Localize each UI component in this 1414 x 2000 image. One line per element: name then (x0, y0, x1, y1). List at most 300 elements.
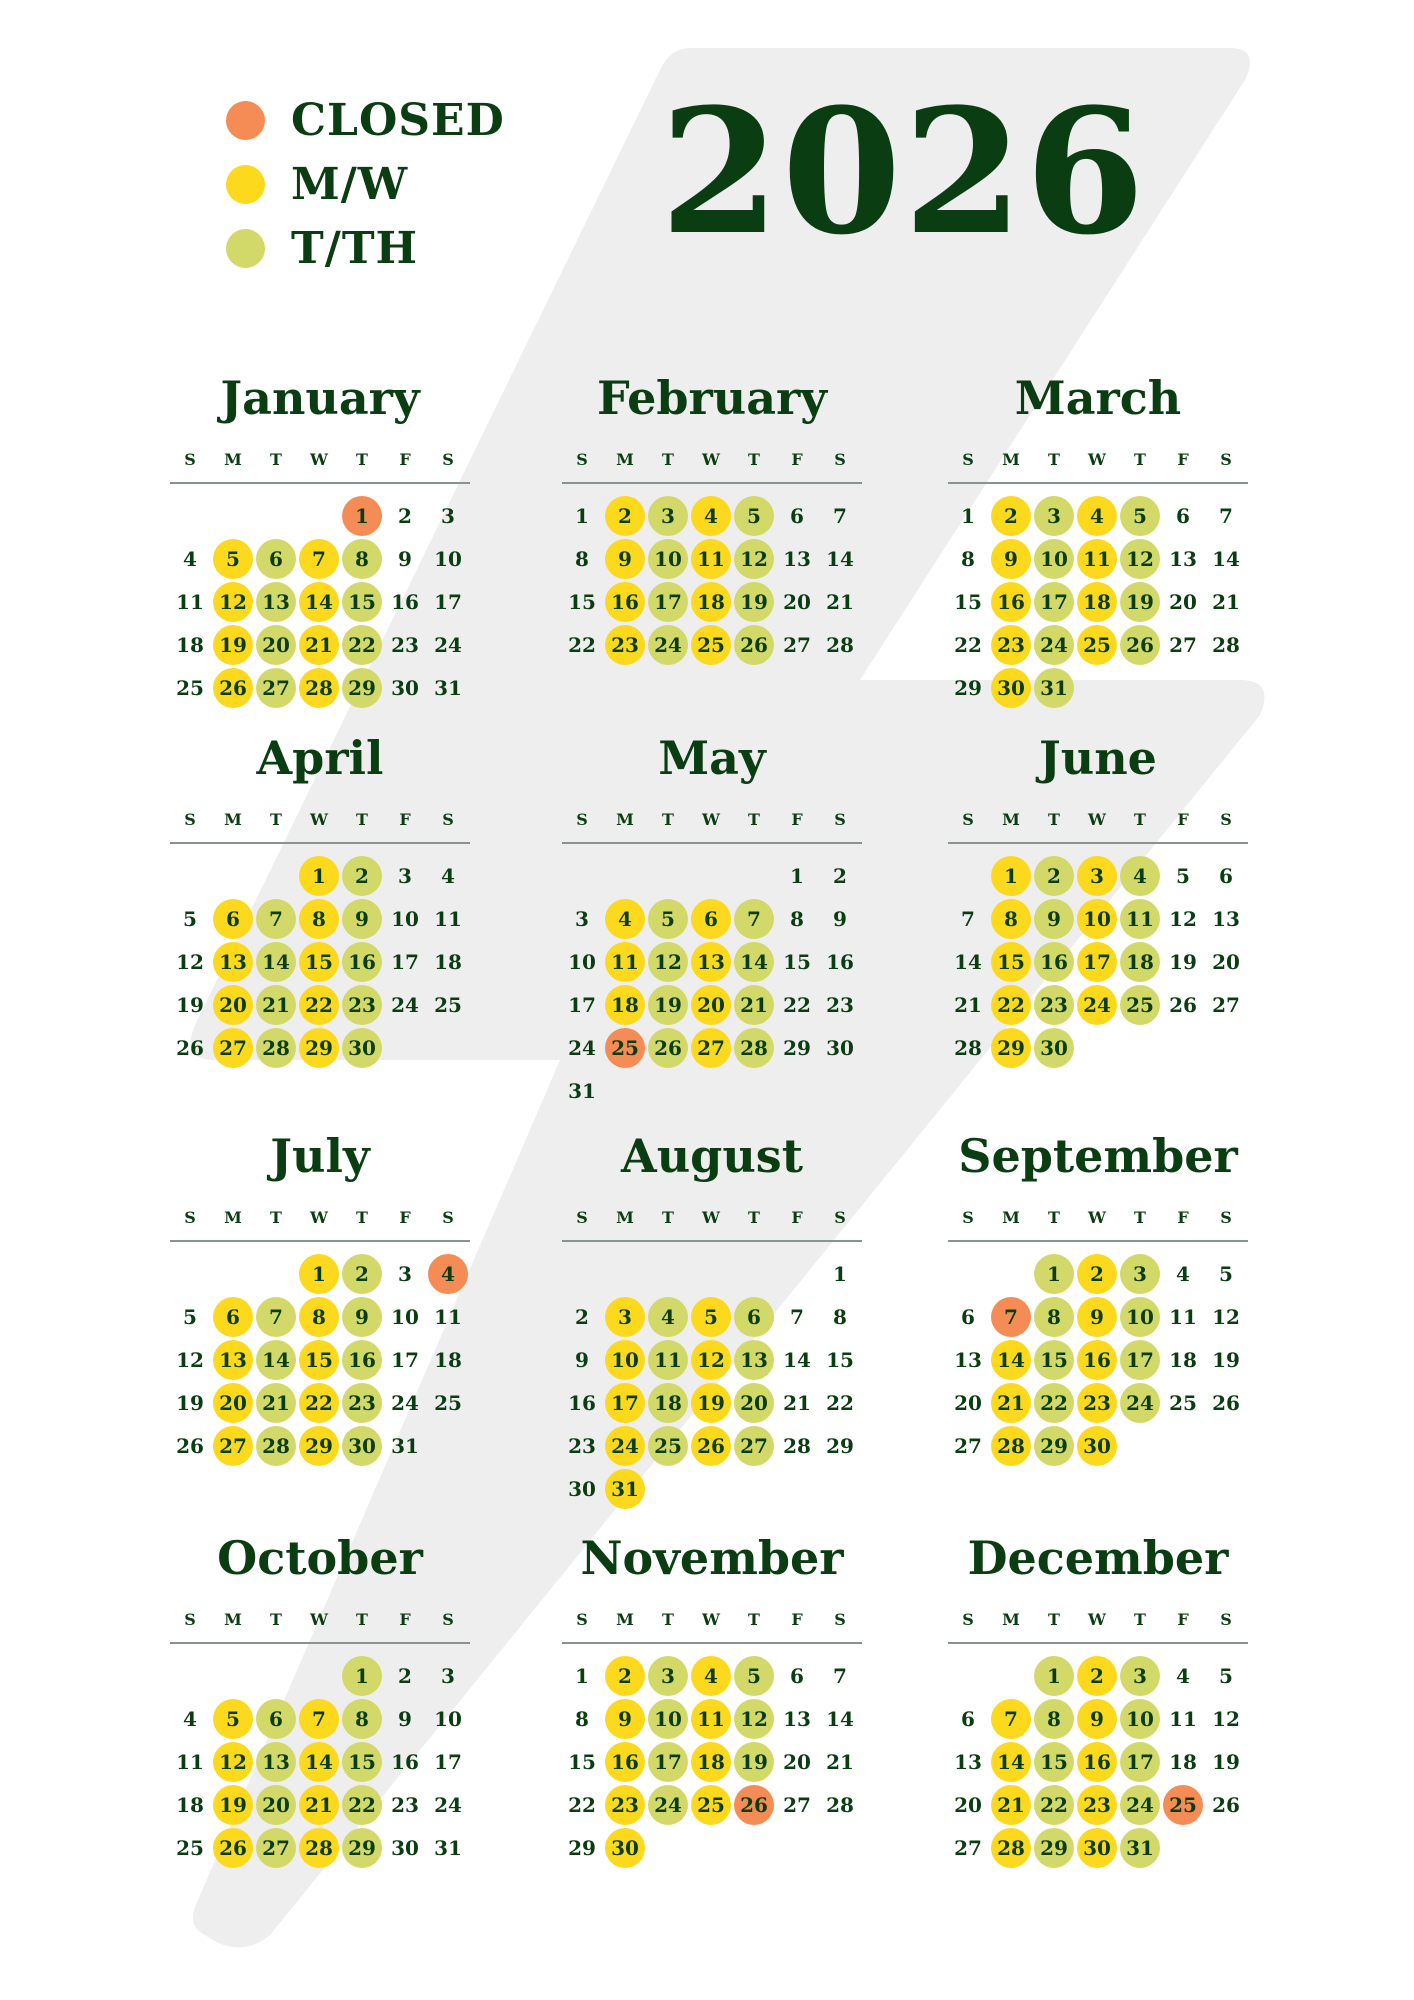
day-cell: 18 (691, 1742, 731, 1782)
weekday-header-row (948, 1602, 1248, 1644)
day-cell: 4 (691, 496, 731, 536)
day-cell: 14 (299, 1742, 339, 1782)
day-cell: 17 (434, 1750, 462, 1774)
day-cell: 26 (1212, 1793, 1240, 1817)
day-cell: 15 (954, 590, 982, 614)
day-cell: 29 (783, 1036, 811, 1060)
weekday-header: T (270, 1610, 282, 1629)
weekday-header-row (562, 802, 862, 844)
weekday-header: F (1177, 1610, 1189, 1629)
weekday-header: S (962, 450, 974, 469)
day-cell: 18 (648, 1383, 688, 1423)
day-cell: 26 (213, 1828, 253, 1868)
day-cell: 18 (176, 633, 204, 657)
day-cell: 13 (256, 582, 296, 622)
day-cell: 13 (213, 1340, 253, 1380)
weekday-header: S (442, 810, 454, 829)
day-cell: 12 (176, 950, 204, 974)
day-cell: 18 (1120, 942, 1160, 982)
weekday-header: S (184, 450, 196, 469)
day-cell: 3 (398, 1262, 412, 1286)
day-cell: 17 (391, 950, 419, 974)
day-cell: 8 (342, 539, 382, 579)
day-cell: 2 (575, 1305, 589, 1329)
month-october (170, 1530, 470, 1894)
day-cell: 29 (568, 1836, 596, 1860)
day-cell: 26 (176, 1036, 204, 1060)
day-cell: 11 (648, 1340, 688, 1380)
day-cell: 14 (991, 1340, 1031, 1380)
day-cell: 14 (256, 1340, 296, 1380)
day-cell: 8 (833, 1305, 847, 1329)
day-cell: 10 (568, 950, 596, 974)
day-cell: 9 (342, 1297, 382, 1337)
month-title: February (596, 371, 828, 425)
weekday-header: T (1048, 450, 1060, 469)
weekday-header: T (1134, 810, 1146, 829)
weekday-header: F (791, 810, 803, 829)
day-cell: 20 (1169, 590, 1197, 614)
day-cell: 14 (1212, 547, 1240, 571)
day-cell: 15 (1034, 1742, 1074, 1782)
day-cell: 19 (648, 985, 688, 1025)
weekday-header: S (962, 1610, 974, 1629)
weekday-header: T (662, 1610, 674, 1629)
day-cell: 30 (568, 1477, 596, 1501)
weekday-header: T (1134, 1610, 1146, 1629)
day-cell: 24 (1120, 1383, 1160, 1423)
day-cell: 9 (398, 1707, 412, 1731)
weekday-header: S (962, 810, 974, 829)
day-cell: 27 (213, 1426, 253, 1466)
weekday-header: M (224, 450, 242, 469)
day-cell: 20 (1212, 950, 1240, 974)
day-cell: 28 (1212, 633, 1240, 657)
day-cell: 12 (1169, 907, 1197, 931)
days-grid (562, 1644, 862, 1894)
weekday-header: F (399, 450, 411, 469)
day-cell: 6 (691, 899, 731, 939)
day-cell: 31 (605, 1469, 645, 1509)
weekday-header: F (1177, 1208, 1189, 1227)
day-cell: 22 (954, 633, 982, 657)
day-cell: 28 (991, 1828, 1031, 1868)
day-cell: 2 (991, 496, 1031, 536)
day-cell: 4 (183, 547, 197, 571)
day-cell: 11 (176, 590, 204, 614)
day-cell: 6 (961, 1707, 975, 1731)
day-cell: 10 (391, 907, 419, 931)
day-cell: 10 (605, 1340, 645, 1380)
legend-closed-label: CLOSED (291, 94, 505, 146)
day-cell: 5 (1219, 1664, 1233, 1688)
weekday-header: W (310, 1610, 328, 1629)
day-cell: 12 (213, 1742, 253, 1782)
day-cell: 6 (256, 539, 296, 579)
day-cell: 17 (1120, 1340, 1160, 1380)
day-cell: 3 (441, 504, 455, 528)
day-cell: 11 (176, 1750, 204, 1774)
days-grid (170, 1644, 470, 1894)
day-cell: 12 (691, 1340, 731, 1380)
days-grid (170, 1242, 470, 1492)
weekday-header: S (184, 810, 196, 829)
day-cell: 25 (1163, 1785, 1203, 1825)
day-cell: 9 (605, 1699, 645, 1739)
day-cell: 31 (568, 1079, 596, 1103)
day-cell: 19 (1212, 1750, 1240, 1774)
day-cell: 14 (299, 582, 339, 622)
day-cell: 24 (648, 625, 688, 665)
day-cell: 15 (783, 950, 811, 974)
day-cell: 7 (991, 1297, 1031, 1337)
weekday-header: T (1134, 1208, 1146, 1227)
day-cell: 1 (991, 856, 1031, 896)
day-cell: 12 (734, 539, 774, 579)
day-cell: 8 (961, 547, 975, 571)
weekday-header: T (356, 450, 368, 469)
day-cell: 8 (1034, 1297, 1074, 1337)
day-cell: 5 (213, 1699, 253, 1739)
day-cell: 6 (213, 1297, 253, 1337)
day-cell: 23 (342, 1383, 382, 1423)
weekday-header: W (702, 450, 720, 469)
day-cell: 17 (1034, 582, 1074, 622)
day-cell: 28 (256, 1028, 296, 1068)
month-title: March (1014, 371, 1182, 425)
day-cell: 19 (691, 1383, 731, 1423)
day-cell: 16 (826, 950, 854, 974)
day-cell: 10 (1034, 539, 1074, 579)
day-cell: 8 (1034, 1699, 1074, 1739)
day-cell: 10 (648, 1699, 688, 1739)
day-cell: 20 (213, 985, 253, 1025)
day-cell: 16 (568, 1391, 596, 1415)
day-cell: 24 (1120, 1785, 1160, 1825)
weekday-header: F (399, 810, 411, 829)
month-title: May (658, 731, 766, 785)
day-cell: 26 (648, 1028, 688, 1068)
day-cell: 5 (734, 1656, 774, 1696)
day-cell: 11 (691, 539, 731, 579)
day-cell: 26 (734, 625, 774, 665)
legend-tth (226, 216, 505, 280)
day-cell: 13 (783, 547, 811, 571)
day-cell: 29 (1034, 1426, 1074, 1466)
weekday-header: M (1002, 1208, 1020, 1227)
day-cell: 6 (1219, 864, 1233, 888)
day-cell: 21 (256, 985, 296, 1025)
day-cell: 1 (961, 504, 975, 528)
day-cell: 19 (734, 582, 774, 622)
month-april (170, 730, 470, 1094)
day-cell: 17 (648, 1742, 688, 1782)
day-cell: 12 (1212, 1707, 1240, 1731)
day-cell: 30 (605, 1828, 645, 1868)
day-cell: 8 (299, 899, 339, 939)
day-cell: 26 (213, 668, 253, 708)
day-cell: 1 (575, 1664, 589, 1688)
day-cell: 21 (826, 1750, 854, 1774)
month-title: June (1039, 731, 1157, 785)
day-cell: 16 (391, 1750, 419, 1774)
day-cell: 10 (1120, 1297, 1160, 1337)
day-cell: 28 (256, 1426, 296, 1466)
days-grid (562, 844, 862, 1103)
day-cell: 29 (954, 676, 982, 700)
day-cell: 5 (1120, 496, 1160, 536)
day-cell: 13 (1212, 907, 1240, 931)
day-cell: 7 (790, 1305, 804, 1329)
day-cell: 2 (1077, 1656, 1117, 1696)
weekday-header: F (791, 450, 803, 469)
day-cell: 31 (434, 676, 462, 700)
day-cell: 2 (342, 1254, 382, 1294)
weekday-header: S (834, 450, 846, 469)
day-cell: 16 (342, 942, 382, 982)
day-cell: 31 (1034, 668, 1074, 708)
month-january (170, 370, 470, 734)
month-february (562, 370, 862, 734)
day-cell: 18 (1169, 1750, 1197, 1774)
weekday-header: F (791, 1610, 803, 1629)
weekday-header: S (834, 810, 846, 829)
day-cell: 26 (691, 1426, 731, 1466)
day-cell: 23 (568, 1434, 596, 1458)
days-grid (948, 1242, 1248, 1492)
day-cell: 25 (691, 625, 731, 665)
day-cell: 4 (441, 864, 455, 888)
day-cell: 29 (299, 1028, 339, 1068)
day-cell: 6 (734, 1297, 774, 1337)
day-cell: 22 (342, 625, 382, 665)
day-cell: 28 (954, 1036, 982, 1060)
day-cell: 24 (391, 993, 419, 1017)
day-cell: 7 (1219, 504, 1233, 528)
weekday-header: S (1220, 1208, 1232, 1227)
day-cell: 11 (1120, 899, 1160, 939)
day-cell: 17 (1120, 1742, 1160, 1782)
day-cell: 25 (1077, 625, 1117, 665)
day-cell: 3 (1120, 1254, 1160, 1294)
weekday-header: W (702, 1208, 720, 1227)
weekday-header: S (1220, 450, 1232, 469)
day-cell: 14 (954, 950, 982, 974)
day-cell: 1 (790, 864, 804, 888)
day-cell: 19 (734, 1742, 774, 1782)
day-cell: 23 (1077, 1383, 1117, 1423)
weekday-header-row (562, 442, 862, 484)
month-title: December (967, 1531, 1229, 1585)
day-cell: 12 (1120, 539, 1160, 579)
day-cell: 20 (954, 1391, 982, 1415)
day-cell: 19 (213, 1785, 253, 1825)
day-cell: 9 (1077, 1699, 1117, 1739)
weekday-header: W (702, 1610, 720, 1629)
day-cell: 14 (991, 1742, 1031, 1782)
weekday-header: T (1134, 450, 1146, 469)
day-cell: 3 (1034, 496, 1074, 536)
weekday-header: T (1048, 1208, 1060, 1227)
day-cell: 9 (605, 539, 645, 579)
month-title: August (621, 1129, 803, 1183)
day-cell: 8 (575, 1707, 589, 1731)
weekday-header: T (270, 810, 282, 829)
day-cell: 27 (954, 1836, 982, 1860)
month-title: September (958, 1129, 1238, 1183)
weekday-header: T (1048, 810, 1060, 829)
day-cell: 27 (1169, 633, 1197, 657)
day-cell: 8 (342, 1699, 382, 1739)
day-cell: 18 (434, 1348, 462, 1372)
day-cell: 20 (783, 590, 811, 614)
day-cell: 17 (1077, 942, 1117, 982)
day-cell: 25 (176, 676, 204, 700)
weekday-header: W (310, 810, 328, 829)
day-cell: 12 (734, 1699, 774, 1739)
day-cell: 4 (428, 1254, 468, 1294)
day-cell: 30 (1077, 1828, 1117, 1868)
weekday-header: W (310, 450, 328, 469)
day-cell: 21 (299, 625, 339, 665)
day-cell: 21 (954, 993, 982, 1017)
day-cell: 19 (176, 1391, 204, 1415)
day-cell: 11 (434, 907, 462, 931)
day-cell: 9 (342, 899, 382, 939)
day-cell: 28 (826, 633, 854, 657)
day-cell: 2 (605, 1656, 645, 1696)
days-grid (948, 1644, 1248, 1894)
day-cell: 19 (1120, 582, 1160, 622)
day-cell: 2 (398, 504, 412, 528)
day-cell: 20 (954, 1793, 982, 1817)
day-cell: 10 (434, 1707, 462, 1731)
day-cell: 29 (299, 1426, 339, 1466)
day-cell: 21 (256, 1383, 296, 1423)
day-cell: 10 (1077, 899, 1117, 939)
day-cell: 6 (213, 899, 253, 939)
day-cell: 3 (1077, 856, 1117, 896)
day-cell: 19 (213, 625, 253, 665)
day-cell: 7 (833, 1664, 847, 1688)
day-cell: 14 (826, 547, 854, 571)
weekday-header: S (576, 1610, 588, 1629)
day-cell: 11 (1077, 539, 1117, 579)
day-cell: 1 (1034, 1254, 1074, 1294)
day-cell: 28 (299, 1828, 339, 1868)
weekday-header: S (962, 1208, 974, 1227)
day-cell: 16 (391, 590, 419, 614)
day-cell: 22 (1034, 1383, 1074, 1423)
weekday-header: T (662, 1208, 674, 1227)
day-cell: 27 (256, 668, 296, 708)
day-cell: 11 (1169, 1707, 1197, 1731)
weekday-header: S (834, 1208, 846, 1227)
day-cell: 11 (1169, 1305, 1197, 1329)
day-cell: 1 (833, 1262, 847, 1286)
day-cell: 10 (391, 1305, 419, 1329)
weekday-header: S (576, 450, 588, 469)
year-title: 2026 (660, 70, 1147, 273)
weekday-header: F (1177, 450, 1189, 469)
day-cell: 13 (256, 1742, 296, 1782)
month-september (948, 1128, 1248, 1492)
weekday-header: M (616, 1610, 634, 1629)
day-cell: 21 (991, 1785, 1031, 1825)
day-cell: 8 (575, 547, 589, 571)
day-cell: 7 (833, 504, 847, 528)
day-cell: 19 (1212, 1348, 1240, 1372)
weekday-header: M (1002, 810, 1020, 829)
weekday-header-row (170, 1200, 470, 1242)
day-cell: 22 (568, 1793, 596, 1817)
day-cell: 27 (734, 1426, 774, 1466)
day-cell: 20 (213, 1383, 253, 1423)
day-cell: 1 (342, 1656, 382, 1696)
day-cell: 30 (342, 1426, 382, 1466)
day-cell: 20 (734, 1383, 774, 1423)
day-cell: 4 (1077, 496, 1117, 536)
day-cell: 29 (826, 1434, 854, 1458)
day-cell: 20 (691, 985, 731, 1025)
weekday-header: T (270, 450, 282, 469)
day-cell: 15 (342, 1742, 382, 1782)
day-cell: 8 (299, 1297, 339, 1337)
day-cell: 21 (1212, 590, 1240, 614)
day-cell: 16 (605, 1742, 645, 1782)
day-cell: 24 (434, 1793, 462, 1817)
day-cell: 25 (176, 1836, 204, 1860)
day-cell: 22 (568, 633, 596, 657)
day-cell: 10 (434, 547, 462, 571)
day-cell: 7 (734, 899, 774, 939)
day-cell: 27 (256, 1828, 296, 1868)
legend-tth-label: T/TH (291, 222, 419, 274)
day-cell: 5 (691, 1297, 731, 1337)
day-cell: 3 (1120, 1656, 1160, 1696)
day-cell: 2 (833, 864, 847, 888)
day-cell: 29 (1034, 1828, 1074, 1868)
day-cell: 12 (1212, 1305, 1240, 1329)
day-cell: 21 (299, 1785, 339, 1825)
day-cell: 1 (342, 496, 382, 536)
day-cell: 5 (648, 899, 688, 939)
day-cell: 23 (1077, 1785, 1117, 1825)
day-cell: 22 (783, 993, 811, 1017)
month-june (948, 730, 1248, 1094)
day-cell: 30 (342, 1028, 382, 1068)
days-grid (170, 844, 470, 1094)
weekday-header: S (576, 810, 588, 829)
day-cell: 27 (783, 633, 811, 657)
day-cell: 4 (183, 1707, 197, 1731)
day-cell: 9 (398, 547, 412, 571)
month-december (948, 1530, 1248, 1894)
day-cell: 23 (605, 1785, 645, 1825)
weekday-header: T (356, 1208, 368, 1227)
day-cell: 28 (299, 668, 339, 708)
day-cell: 9 (1034, 899, 1074, 939)
day-cell: 7 (299, 1699, 339, 1739)
legend-mw (226, 152, 505, 216)
weekday-header: F (1177, 810, 1189, 829)
day-cell: 6 (256, 1699, 296, 1739)
weekday-header: S (1220, 1610, 1232, 1629)
day-cell: 14 (826, 1707, 854, 1731)
day-cell: 26 (734, 1785, 774, 1825)
weekday-header: M (1002, 450, 1020, 469)
day-cell: 21 (826, 590, 854, 614)
